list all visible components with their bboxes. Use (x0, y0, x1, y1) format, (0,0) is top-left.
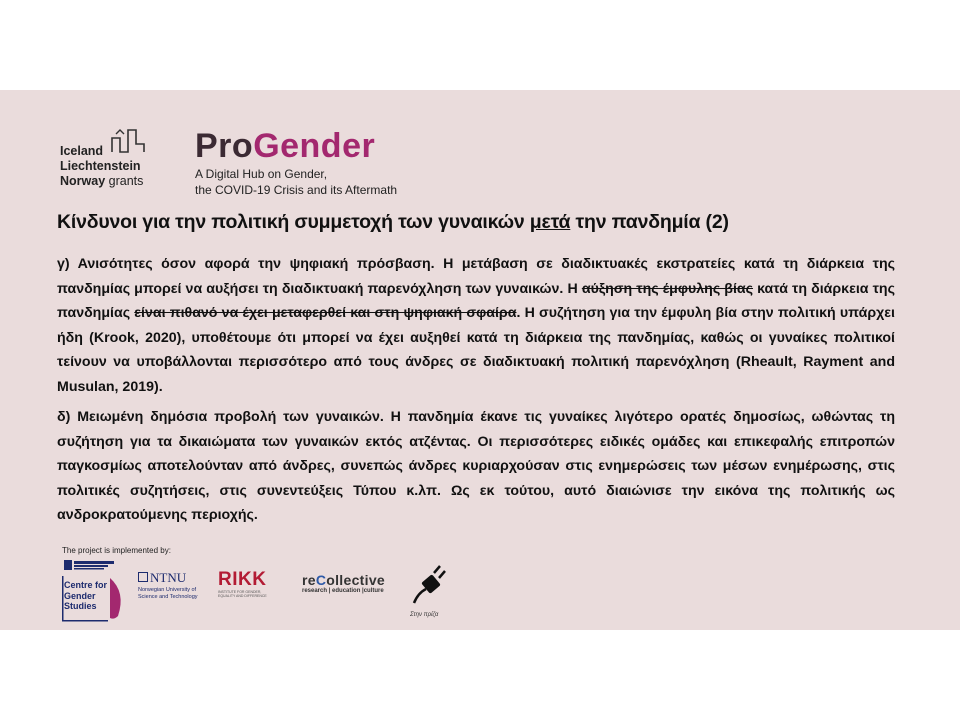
eea-line-liechtenstein: Liechtenstein (60, 159, 141, 173)
ntnu-logo (138, 570, 198, 600)
progender-logo (195, 127, 397, 197)
progender-gender: Gender (253, 127, 376, 165)
eea-line-norway (60, 174, 160, 189)
recollective-wordmark (302, 572, 385, 588)
recol-c: C (315, 572, 327, 588)
p1-part2: κατά τη διάρκεια της πανδημίας (57, 280, 895, 321)
ntnu-square-icon (138, 572, 148, 582)
recol-post: ollective (326, 572, 385, 588)
slide-title-underlined: μετά (529, 211, 571, 233)
recollective-sub: research | education |culture (302, 588, 384, 594)
ccgs-text (64, 580, 107, 612)
progender-pro: Pro (195, 127, 254, 165)
eea-line-iceland: Iceland (60, 144, 104, 158)
eea-norway: Norway (60, 174, 106, 188)
plug-icon (408, 563, 448, 611)
progender-subtitle-1: A Digital Hub on Gender, (195, 167, 328, 181)
p1-part3: . Η συζήτηση για την έμφυλη βία στην πολιτική υπάρχει ήδη (Krook, 2020), υποθέτουμε ότι μπορεί να έχει αυξηθεί κατά τη διάρκεια της πανδημίας, καθώς οι γυναίκες πολιτικοί τείνουν να υποβάλλονται περισσότερο από τους άνδρες σε διαδικτυακή πολιτική παρενόχληση (Rheault, Rayment and Musulan, 2019). (57, 305, 895, 395)
recol-pre: re (302, 572, 316, 588)
p1-strike1: αύξηση της έμφυλης βίας (581, 280, 753, 297)
p1-strike2: είναι πιθανό να έχει μεταφερθεί και στη ψηφιακή σφαίρα (134, 305, 517, 321)
slide-title-after: την πανδημία (2) (570, 211, 729, 233)
rikk-logo (218, 570, 278, 598)
ntnu-wordmark (138, 570, 198, 586)
ccgs-line-2: Gender (64, 590, 96, 601)
eea-mark-icon (110, 126, 150, 156)
paragraph-digital-access (57, 252, 895, 399)
eea-grants: grants (108, 174, 144, 188)
plug-caption: Στην πρίζα (410, 612, 439, 618)
slide-title-before: Κίνδυνοι για την πολιτική συμμετοχή των γυναικών (57, 211, 530, 233)
ntnu-sub-2: Science and Technology (138, 594, 198, 600)
ccgs-line-3: Studies (64, 601, 97, 611)
p1-part1: γ) Ανισότητες όσον αφορά την ψηφιακή πρόσβαση. Η μετάβαση σε διαδικτυακές εκστρατείες κατά τη διάρκεια της πανδημίας μπορεί να αυξήσει τη διαδικτυακή παρενόχληση των γυναικών. Η (57, 256, 895, 297)
rikk-sub: INSTITUTE FOR GENDER, EQUALITY AND DIFFERENCE (218, 590, 267, 598)
ccgs-line-1: Centre for (64, 580, 108, 590)
rikk-word: RIKK (218, 569, 267, 590)
partners-label: The project is implemented by: (62, 546, 171, 555)
ntnu-word: NTNU (150, 570, 187, 585)
recollective-logo (302, 572, 385, 594)
eea-grants-logo (60, 130, 160, 194)
ntnu-sub-1: Norwegian University of (138, 587, 197, 593)
slide-title (57, 211, 917, 234)
progender-subtitle-2: the COVID-19 Crisis and its Aftermath (195, 183, 398, 197)
paragraph-public-visibility: δ) Μειωμένη δημόσια προβολή των γυναικών. Η πανδημία έκανε τις γυναίκες λιγότερο ορατές δημοσίως, ωθώντας τη συζήτηση για τα δικαιώματα των γυναικών εκτός ατζέντας. Οι περισσότερες ειδικές ομάδες και επικεφαλής επιτροπών παγκοσμίως αποτελούνταν από άνδρες, συνεπώς άνδρες κυριαρχούσαν στις ενημερώσεις των μέσων ενημέρωσης, στις πολιτικές συζητήσεις, στις συνεντεύξεις Τύπου κ.λπ. Ως εκ τούτου, αυτό διαιώνισε την εικόνα της πολιτικής ως ανδροκρατούμενης περιοχής. (57, 409, 895, 523)
progender-title (195, 127, 397, 165)
